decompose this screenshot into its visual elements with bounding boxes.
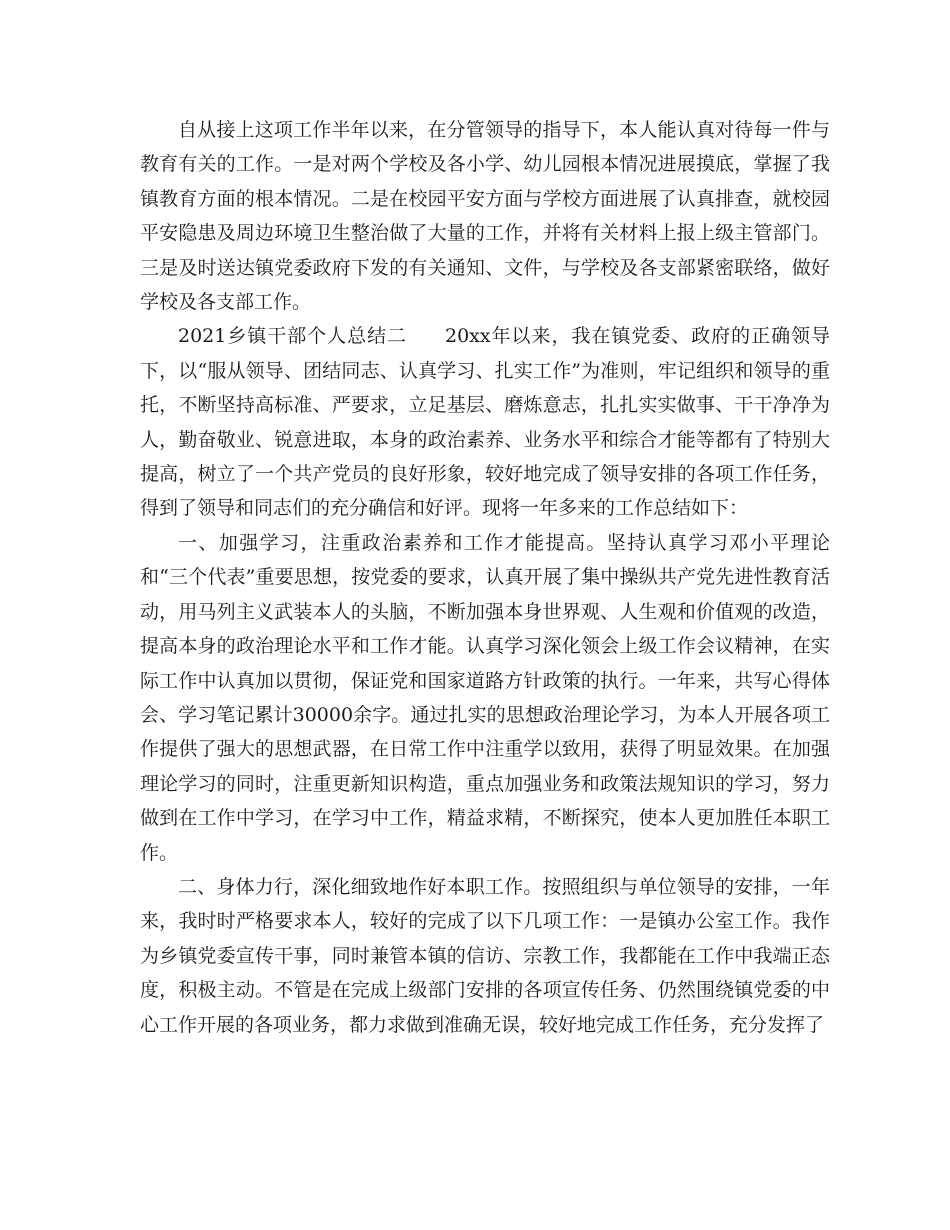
paragraph-4 xyxy=(140,870,830,1042)
paragraph-4-text: 二、身体力行，深化细致地作好本职工作。按照组织与单位领导的安排，一年来，我时时严格要求本人，较好的完成了以下几项工作：一是镇办公室工作。我作为乡镇党委宣传干事，同时兼管本镇的信访、宗教工作，我都能在工作中我端正态度，积极主动。不管是在完成上级部门安排的各项宣传任务、仍然围绕镇党委的中心工作开展的各项业务，都力求做到准确无误，较好地完成工作任务，充分发挥了 xyxy=(140,875,830,1036)
paragraph-2-text: 20xx年以来，我在镇党委、政府的正确领导下，以“服从领导、团结同志、认真学习、扎实工作”为准则，牢记组织和领导的重托，不断坚持高标准、严要求，立足基层、磨炼意志，扎扎实实做事、干干净净为人，勤奋敬业、锐意进取，本身的政治素养、业务水平和综合才能等都有了特别大提高，树立了一个共产党员的良好形象，较好地完成了领导安排的各项工作任务，得到了领导和同志们的充分确信和好评。现将一年多来的工作总结如下： xyxy=(140,325,830,520)
section-heading: 2021乡镇干部个人总结二 xyxy=(178,325,407,348)
paragraph-3 xyxy=(140,526,830,870)
document-body xyxy=(140,113,830,1042)
paragraph-3-text: 一、加强学习，注重政治素养和工作才能提高。坚持认真学习邓小平理论和“三个代表”重要思想，按党委的要求，认真开展了集中操纵共产党先进性教育活动，用马列主义武装本人的头脑，不断加强本身世界观、人生观和价值观的改造，提高本身的政治理论水平和工作才能。认真学习深化领会上级工作会议精神，在实际工作中认真加以贯彻，保证党和国家道路方针政策的执行。一年来，共写心得体会、学习笔记累计30000余字。通过扎实的思想政治理论学习，为本人开展各项工作提供了强大的思想武器，在日常工作中注重学以致用，获得了明显效果。在加强理论学习的同时，注重更新知识构造，重点加强业务和政策法规知识的学习，努力做到在工作中学习，在学习中工作，精益求精，不断探究，使本人更加胜任本职工作。 xyxy=(140,531,830,864)
paragraph-2 xyxy=(140,319,830,525)
paragraph-1 xyxy=(140,113,830,319)
paragraph-1-text: 自从接上这项工作半年以来，在分管领导的指导下，本人能认真对待每一件与教育有关的工作。一是对两个学校及各小学、幼儿园根本情况进展摸底，掌握了我镇教育方面的根本情况。二是在校园平安方面与学校方面进展了认真排查，就校园平安隐患及周边环境卫生整治做了大量的工作，并将有关材料上报上级主管部门。三是及时送达镇党委政府下发的有关通知、文件，与学校及各支部紧密联络，做好学校及各支部工作。 xyxy=(140,119,830,314)
